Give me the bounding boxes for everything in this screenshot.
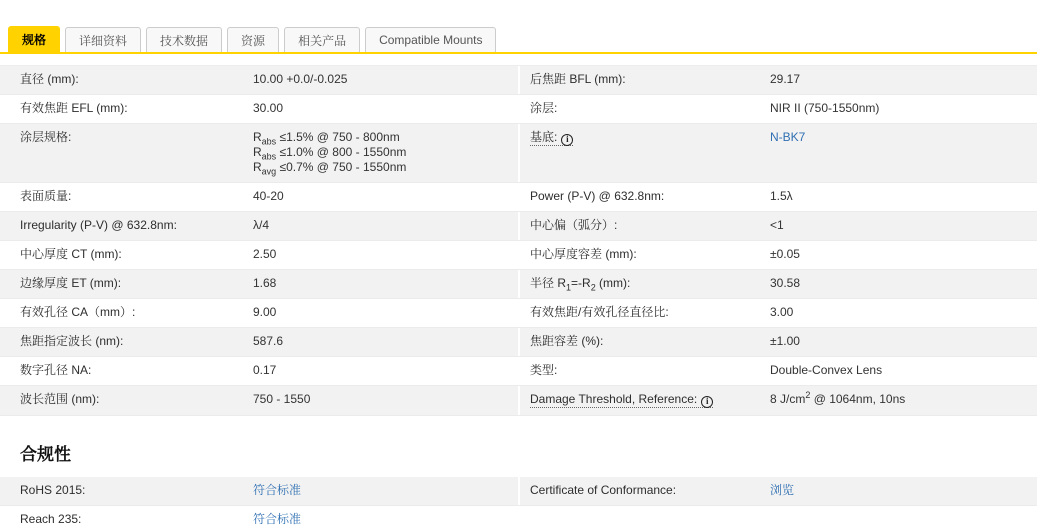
spec-label-text: 波长范围 (nm): [20,392,100,406]
tab-bar [0,26,1037,52]
tab-accent-line [0,52,1037,54]
spec-cell-right [518,212,1037,240]
spec-cell-left [0,328,518,356]
spec-value [770,270,1037,298]
spec-cell-left [0,212,518,240]
spec-value-text: NIR II (750-1550nm) [770,101,880,115]
specifications-table [0,65,1037,416]
spec-value-text: 8 $J/cm^2$ @ 1064nm, 10ns [770,390,906,406]
spec-cell-right [518,183,1037,211]
spec-label [0,241,253,269]
spec-label [520,477,770,505]
spec-cell-left [0,124,518,182]
spec-cell-right [518,506,1037,525]
spec-value-link[interactable]: 符合标准 [253,482,302,497]
spec-label [0,95,253,123]
spec-value-link[interactable]: 符合标准 [253,511,302,525]
spec-value [253,328,518,356]
spec-label-text: 数字孔径 NA: [20,363,92,377]
spec-label [520,241,770,269]
spec-label [0,270,253,298]
spec-value [253,506,518,525]
spec-value-link[interactable]: N-BK7 [770,130,806,144]
spec-label [0,66,253,94]
spec-cell-right [518,66,1037,94]
spec-value [770,241,1037,269]
spec-value [253,124,518,182]
spec-label [520,124,770,153]
spec-label [0,212,253,240]
table-row [0,328,1037,357]
tab-details[interactable]: 详细资料 [65,27,141,52]
spec-cell-left [0,357,518,385]
spec-value-text: 2.50 [253,247,277,261]
table-row [0,299,1037,328]
spec-value-text: $R_{abs} \le 1.0\%$ @ 800 - 1550nm [253,145,407,162]
spec-label-text: 涂层规格: [20,130,72,144]
spec-value-text: 29.17 [770,72,801,86]
spec-label-text: 中心厚度 CT (mm): [20,247,122,261]
spec-value-text: ±1.00 [770,334,800,348]
spec-cell-left [0,270,518,298]
table-row [0,357,1037,386]
spec-cell-right [518,357,1037,385]
table-row [0,270,1037,299]
spec-value [253,477,518,505]
spec-cell-right [518,124,1037,182]
spec-value [770,299,1037,327]
spec-value [253,212,518,240]
spec-label-text: 有效焦距 EFL (mm): [20,101,128,115]
spec-value-text: 1.5λ [770,189,793,203]
spec-value-text: λ/4 [253,218,270,232]
compliance-table [0,477,1037,525]
spec-label-text: 有效孔径 CA（mm）: [20,305,136,319]
spec-label-text: 半径 $R_1=-R_2$ (mm): [530,276,631,293]
spec-value-text: 750 - 1550 [253,392,311,406]
spec-cell-right [518,270,1037,298]
spec-value-text: 40-20 [253,189,284,203]
spec-label [0,386,253,414]
spec-value-text: 0.17 [253,363,277,377]
spec-label [0,124,253,152]
spec-label-text: Power (P-V) @ 632.8nm: [530,189,665,203]
spec-label [520,357,770,385]
spec-label [0,477,253,505]
spec-cell-left [0,477,518,505]
spec-label [520,328,770,356]
spec-label-text: 焦距指定波长 (nm): [20,334,124,348]
spec-label-text: 中心厚度容差 (mm): [530,247,637,261]
spec-label-text: 涂层: [530,101,558,115]
tab-specs[interactable]: 规格 [8,26,60,52]
spec-cell-right [518,95,1037,123]
spec-label-text: 直径 (mm): [20,72,79,86]
info-icon[interactable]: i [561,134,573,146]
table-row [0,386,1037,416]
spec-value [253,386,518,414]
spec-value-text: 30.58 [770,276,801,290]
spec-value [253,183,518,211]
spec-value [770,328,1037,356]
spec-label-text: 类型: [530,363,558,377]
table-row [0,66,1037,95]
table-row [0,506,1037,525]
spec-label-text: 表面质量: [20,189,72,203]
table-row [0,477,1037,506]
spec-value [253,66,518,94]
spec-value-text: 10.00 +0.0/-0.025 [253,72,348,86]
spec-value [770,212,1037,240]
table-row [0,183,1037,212]
spec-value-text: ±0.05 [770,247,800,261]
spec-label [520,386,770,415]
spec-value [253,299,518,327]
spec-label [520,183,770,211]
spec-cell-right [518,328,1037,356]
tab-compatible-mounts[interactable]: Compatible Mounts [365,27,496,52]
spec-value [253,357,518,385]
spec-value-link[interactable]: 浏览 [770,482,795,497]
spec-label-text: Irregularity (P-V) @ 632.8nm: [20,218,177,232]
spec-label-text: 后焦距 BFL (mm): [530,72,626,86]
spec-value-text: Double-Convex Lens [770,363,883,377]
spec-label [520,66,770,94]
spec-label-text: 有效焦距/有效孔径直径比: [530,305,669,319]
spec-label [0,299,253,327]
spec-value [253,241,518,269]
spec-label [520,299,770,327]
spec-value [770,477,1037,505]
spec-value-text: 1.68 [253,276,277,290]
spec-cell-left [0,183,518,211]
spec-label-text: Reach 235: [20,511,82,525]
spec-label-text: RoHS 2015: [20,482,86,497]
tab-resources[interactable]: 资源 [227,27,279,52]
table-row [0,95,1037,124]
spec-cell-left [0,299,518,327]
spec-value [770,95,1037,123]
spec-value-text: 3.00 [770,305,794,319]
spec-value [770,124,1037,152]
spec-cell-left [0,66,518,94]
spec-label [0,183,253,211]
spec-value-text: <1 [770,218,784,232]
spec-cell-right [518,386,1037,415]
spec-label-text: 边缘厚度 ET (mm): [20,276,122,290]
spec-label [0,506,253,525]
spec-cell-right [518,299,1037,327]
spec-value-text: $R_{avg} \le 0.7\%$ @ 750 - 1550nm [253,160,407,177]
spec-value [770,357,1037,385]
info-icon[interactable]: i [701,396,713,408]
spec-label-text: 中心偏（弧分）: [530,218,618,232]
table-row [0,212,1037,241]
spec-label [0,357,253,385]
spec-value [253,95,518,123]
spec-value-text: 587.6 [253,334,284,348]
compliance-heading: 合规性 [20,444,71,464]
tab-related-products[interactable]: 相关产品 [284,27,360,52]
spec-cell-right [518,241,1037,269]
spec-label-text: Certificate of Conformance: [530,482,677,497]
spec-value-text: 30.00 [253,101,284,115]
spec-value [770,183,1037,211]
spec-label [520,270,770,298]
spec-label-text: 焦距容差 (%): [530,334,604,348]
spec-label-text: 基底: i [530,130,573,146]
spec-value-text: 9.00 [253,305,277,319]
spec-cell-left [0,506,518,525]
tab-technical-data[interactable]: 技术数据 [146,27,222,52]
spec-label [520,95,770,123]
table-row [0,124,1037,183]
spec-cell-right [518,477,1037,505]
spec-value-text: $R_{abs} \le 1.5\%$ @ 750 - 800nm [253,130,400,147]
spec-value [770,386,1037,414]
spec-label [0,328,253,356]
spec-value [770,66,1037,94]
spec-label-text: Damage Threshold, Reference: i [530,392,713,408]
table-row [0,241,1037,270]
spec-label [520,212,770,240]
spec-value [253,270,518,298]
spec-cell-left [0,241,518,269]
spec-cell-left [0,95,518,123]
spec-cell-left [0,386,518,415]
